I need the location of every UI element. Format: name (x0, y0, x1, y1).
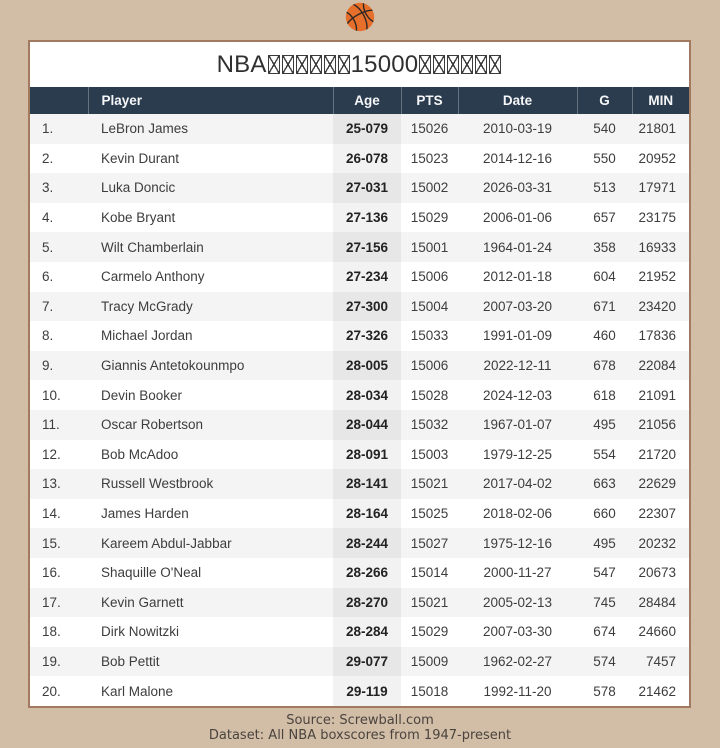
player-cell: Kevin Durant (101, 150, 180, 166)
rank-cell: 7. (42, 298, 54, 314)
age-cell: 27-031 (333, 173, 401, 203)
pts-cell: 15018 (410, 683, 449, 699)
missing-glyph-box (475, 55, 487, 74)
date-cell: 2000-11-27 (483, 565, 552, 581)
table-row (30, 588, 689, 618)
table-row (30, 499, 689, 529)
age-cell: 25-079 (333, 114, 401, 144)
column-header-age: Age (333, 87, 401, 114)
g-cell: 574 (593, 653, 616, 669)
column-header-player: Player (88, 87, 333, 114)
pts-cell: 15028 (410, 387, 449, 403)
date-cell: 2017-04-02 (482, 476, 553, 492)
g-cell: 657 (593, 210, 616, 226)
date-cell: 2007-03-30 (482, 624, 553, 640)
rank-cell: 11. (42, 417, 60, 433)
pts-cell: 15009 (410, 653, 449, 669)
column-header-rank (30, 87, 88, 114)
age-cell: 28-266 (333, 558, 401, 588)
player-cell: Tracy McGrady (101, 298, 193, 314)
date-cell: 1992-11-20 (483, 683, 552, 699)
date-cell: 1991-01-09 (482, 328, 553, 344)
rank-cell: 18. (42, 624, 61, 640)
rank-cell: 13. (42, 476, 61, 492)
date-cell: 2024-12-03 (482, 387, 553, 403)
min-cell: 17836 (638, 328, 676, 344)
age-cell: 27-234 (333, 262, 401, 292)
date-cell: 2007-03-20 (482, 298, 553, 314)
min-cell: 22629 (638, 476, 676, 492)
date-cell: 2018-02-06 (482, 506, 553, 522)
date-cell: 2006-01-06 (482, 210, 553, 226)
column-header-date: Date (458, 87, 577, 114)
column-header-g: G (577, 87, 632, 114)
age-cell: 29-077 (333, 647, 401, 677)
min-cell: 21056 (638, 417, 676, 433)
g-cell: 495 (593, 535, 616, 551)
table-row (30, 292, 689, 322)
age-cell: 28-141 (333, 469, 401, 499)
age-cell: 28-005 (333, 351, 401, 381)
source-line: Source: Screwball.com (286, 712, 434, 728)
date-cell: 1975-12-16 (482, 535, 553, 551)
page-title (30, 42, 689, 87)
stats-card (28, 40, 691, 708)
missing-glyph-box (447, 55, 459, 74)
stats-table (30, 87, 689, 706)
min-cell: 21462 (638, 683, 676, 699)
table-row (30, 617, 689, 647)
pts-cell: 15033 (410, 328, 449, 344)
age-cell: 28-034 (333, 380, 401, 410)
table-row (30, 676, 689, 706)
age-cell: 27-300 (333, 292, 401, 322)
min-cell: 21720 (638, 446, 676, 462)
missing-glyph-box (324, 55, 336, 74)
rank-cell: 15. (42, 535, 61, 551)
player-cell: Dirk Nowitzki (101, 624, 180, 640)
age-cell: 28-270 (333, 588, 401, 618)
pts-cell: 15006 (410, 358, 449, 374)
g-cell: 663 (593, 476, 616, 492)
date-cell: 2026-03-31 (482, 180, 553, 196)
pts-cell: 15003 (410, 446, 449, 462)
table-row (30, 232, 689, 262)
player-cell: James Harden (101, 506, 189, 522)
pts-cell: 15002 (410, 180, 449, 196)
column-header-pts: PTS (401, 87, 458, 114)
rank-cell: 12. (42, 446, 61, 462)
pts-cell: 15029 (410, 624, 449, 640)
footer-attribution (0, 713, 720, 743)
min-cell: 23175 (638, 210, 676, 226)
g-cell: 540 (593, 121, 616, 137)
pts-cell: 15026 (410, 121, 449, 137)
player-cell: Kobe Bryant (101, 210, 176, 226)
pts-cell: 15021 (410, 476, 449, 492)
missing-glyph-box (461, 55, 473, 74)
rank-cell: 16. (42, 565, 61, 581)
g-cell: 460 (593, 328, 616, 344)
age-cell: 26-078 (333, 144, 401, 174)
table-row (30, 144, 689, 174)
missing-glyph-box (489, 55, 501, 74)
title-text: NBA (216, 50, 267, 78)
date-cell: 1967-01-07 (482, 417, 553, 433)
player-cell: Carmelo Anthony (101, 269, 205, 285)
rank-cell: 8. (42, 328, 54, 344)
table-header-row (30, 87, 689, 114)
age-cell: 27-136 (333, 203, 401, 233)
player-cell: Devin Booker (101, 387, 183, 403)
min-cell: 20673 (638, 565, 676, 581)
g-cell: 513 (593, 180, 616, 196)
table-row (30, 321, 689, 351)
age-cell: 29-119 (333, 676, 401, 706)
missing-glyph-box (433, 55, 445, 74)
g-cell: 671 (593, 298, 616, 314)
g-cell: 674 (593, 624, 616, 640)
table-row (30, 114, 689, 144)
player-cell: Shaquille O'Neal (101, 565, 202, 581)
table-row (30, 410, 689, 440)
rank-cell: 3. (42, 180, 54, 196)
min-cell: 20232 (638, 535, 676, 551)
missing-glyph-box (310, 55, 322, 74)
g-cell: 745 (593, 594, 616, 610)
player-cell: Giannis Antetokounmpo (101, 358, 245, 374)
g-cell: 554 (593, 446, 616, 462)
age-cell: 27-326 (333, 321, 401, 351)
player-cell: Karl Malone (101, 683, 174, 699)
table-row (30, 440, 689, 470)
player-cell: Bob Pettit (101, 653, 160, 669)
table-row (30, 380, 689, 410)
pts-cell: 15032 (410, 417, 449, 433)
player-cell: Bob McAdoo (101, 446, 179, 462)
date-cell: 1964-01-24 (482, 239, 553, 255)
pts-cell: 15001 (410, 239, 449, 255)
table-row (30, 528, 689, 558)
basketball-icon (0, 0, 720, 40)
date-cell: 2010-03-19 (482, 121, 553, 137)
title-text: 15000 (350, 50, 419, 78)
table-row (30, 469, 689, 499)
g-cell: 550 (593, 150, 616, 166)
rank-cell: 20. (42, 683, 61, 699)
g-cell: 660 (593, 506, 616, 522)
pts-cell: 15029 (410, 210, 449, 226)
min-cell: 22307 (638, 506, 676, 522)
player-cell: Kareem Abdul-Jabbar (101, 535, 232, 551)
g-cell: 678 (593, 358, 616, 374)
player-cell: Luka Doncic (101, 180, 176, 196)
rank-cell: 2. (42, 150, 54, 166)
table-row (30, 173, 689, 203)
age-cell: 28-164 (333, 499, 401, 529)
g-cell: 495 (593, 417, 616, 433)
age-cell: 28-284 (333, 617, 401, 647)
date-cell: 1979-12-25 (482, 446, 553, 462)
pts-cell: 15021 (410, 594, 449, 610)
min-cell: 7457 (645, 653, 676, 669)
column-header-min: MIN (632, 87, 689, 114)
g-cell: 358 (593, 239, 616, 255)
rank-cell: 6. (42, 269, 54, 285)
min-cell: 20952 (638, 150, 676, 166)
rank-cell: 4. (42, 210, 54, 226)
pts-cell: 15006 (410, 269, 449, 285)
age-cell: 28-244 (333, 528, 401, 558)
rank-cell: 1. (42, 121, 54, 137)
g-cell: 547 (593, 565, 616, 581)
pts-cell: 15004 (410, 298, 449, 314)
table-row (30, 351, 689, 381)
min-cell: 16933 (638, 239, 676, 255)
player-cell: Oscar Robertson (101, 417, 204, 433)
rank-cell: 17. (42, 594, 61, 610)
missing-glyph-box (296, 55, 308, 74)
date-cell: 2012-01-18 (482, 269, 553, 285)
player-cell: Kevin Garnett (101, 594, 184, 610)
date-cell: 1962-02-27 (482, 653, 553, 669)
missing-glyph-box (419, 55, 431, 74)
pts-cell: 15023 (410, 150, 449, 166)
min-cell: 21091 (638, 387, 676, 403)
rank-cell: 14. (42, 506, 61, 522)
player-cell: Michael Jordan (101, 328, 193, 344)
date-cell: 2022-12-11 (483, 358, 552, 374)
min-cell: 21801 (638, 121, 676, 137)
date-cell: 2005-02-13 (482, 594, 553, 610)
age-cell: 28-091 (333, 440, 401, 470)
min-cell: 21952 (638, 269, 676, 285)
rank-cell: 9. (42, 358, 54, 374)
rank-cell: 5. (42, 239, 54, 255)
age-cell: 27-156 (333, 232, 401, 262)
player-cell: Russell Westbrook (101, 476, 214, 492)
age-cell: 28-044 (333, 410, 401, 440)
rank-cell: 10. (42, 387, 61, 403)
player-cell: Wilt Chamberlain (101, 239, 204, 255)
min-cell: 22084 (638, 358, 676, 374)
pts-cell: 15014 (410, 565, 449, 581)
rank-cell: 19. (42, 653, 61, 669)
g-cell: 578 (593, 683, 616, 699)
g-cell: 618 (593, 387, 616, 403)
g-cell: 604 (593, 269, 616, 285)
min-cell: 17971 (638, 180, 676, 196)
date-cell: 2014-12-16 (482, 150, 553, 166)
missing-glyph-box (268, 55, 280, 74)
table-row (30, 203, 689, 233)
missing-glyph-box (338, 55, 350, 74)
table-row (30, 262, 689, 292)
pts-cell: 15025 (410, 506, 449, 522)
min-cell: 24660 (638, 624, 676, 640)
min-cell: 23420 (638, 298, 676, 314)
pts-cell: 15027 (410, 535, 449, 551)
min-cell: 28484 (638, 594, 676, 610)
table-row (30, 558, 689, 588)
missing-glyph-box (282, 55, 294, 74)
table-row (30, 647, 689, 677)
player-cell: LeBron James (101, 121, 189, 137)
dataset-line: Dataset: All NBA boxscores from 1947-present (208, 727, 512, 743)
